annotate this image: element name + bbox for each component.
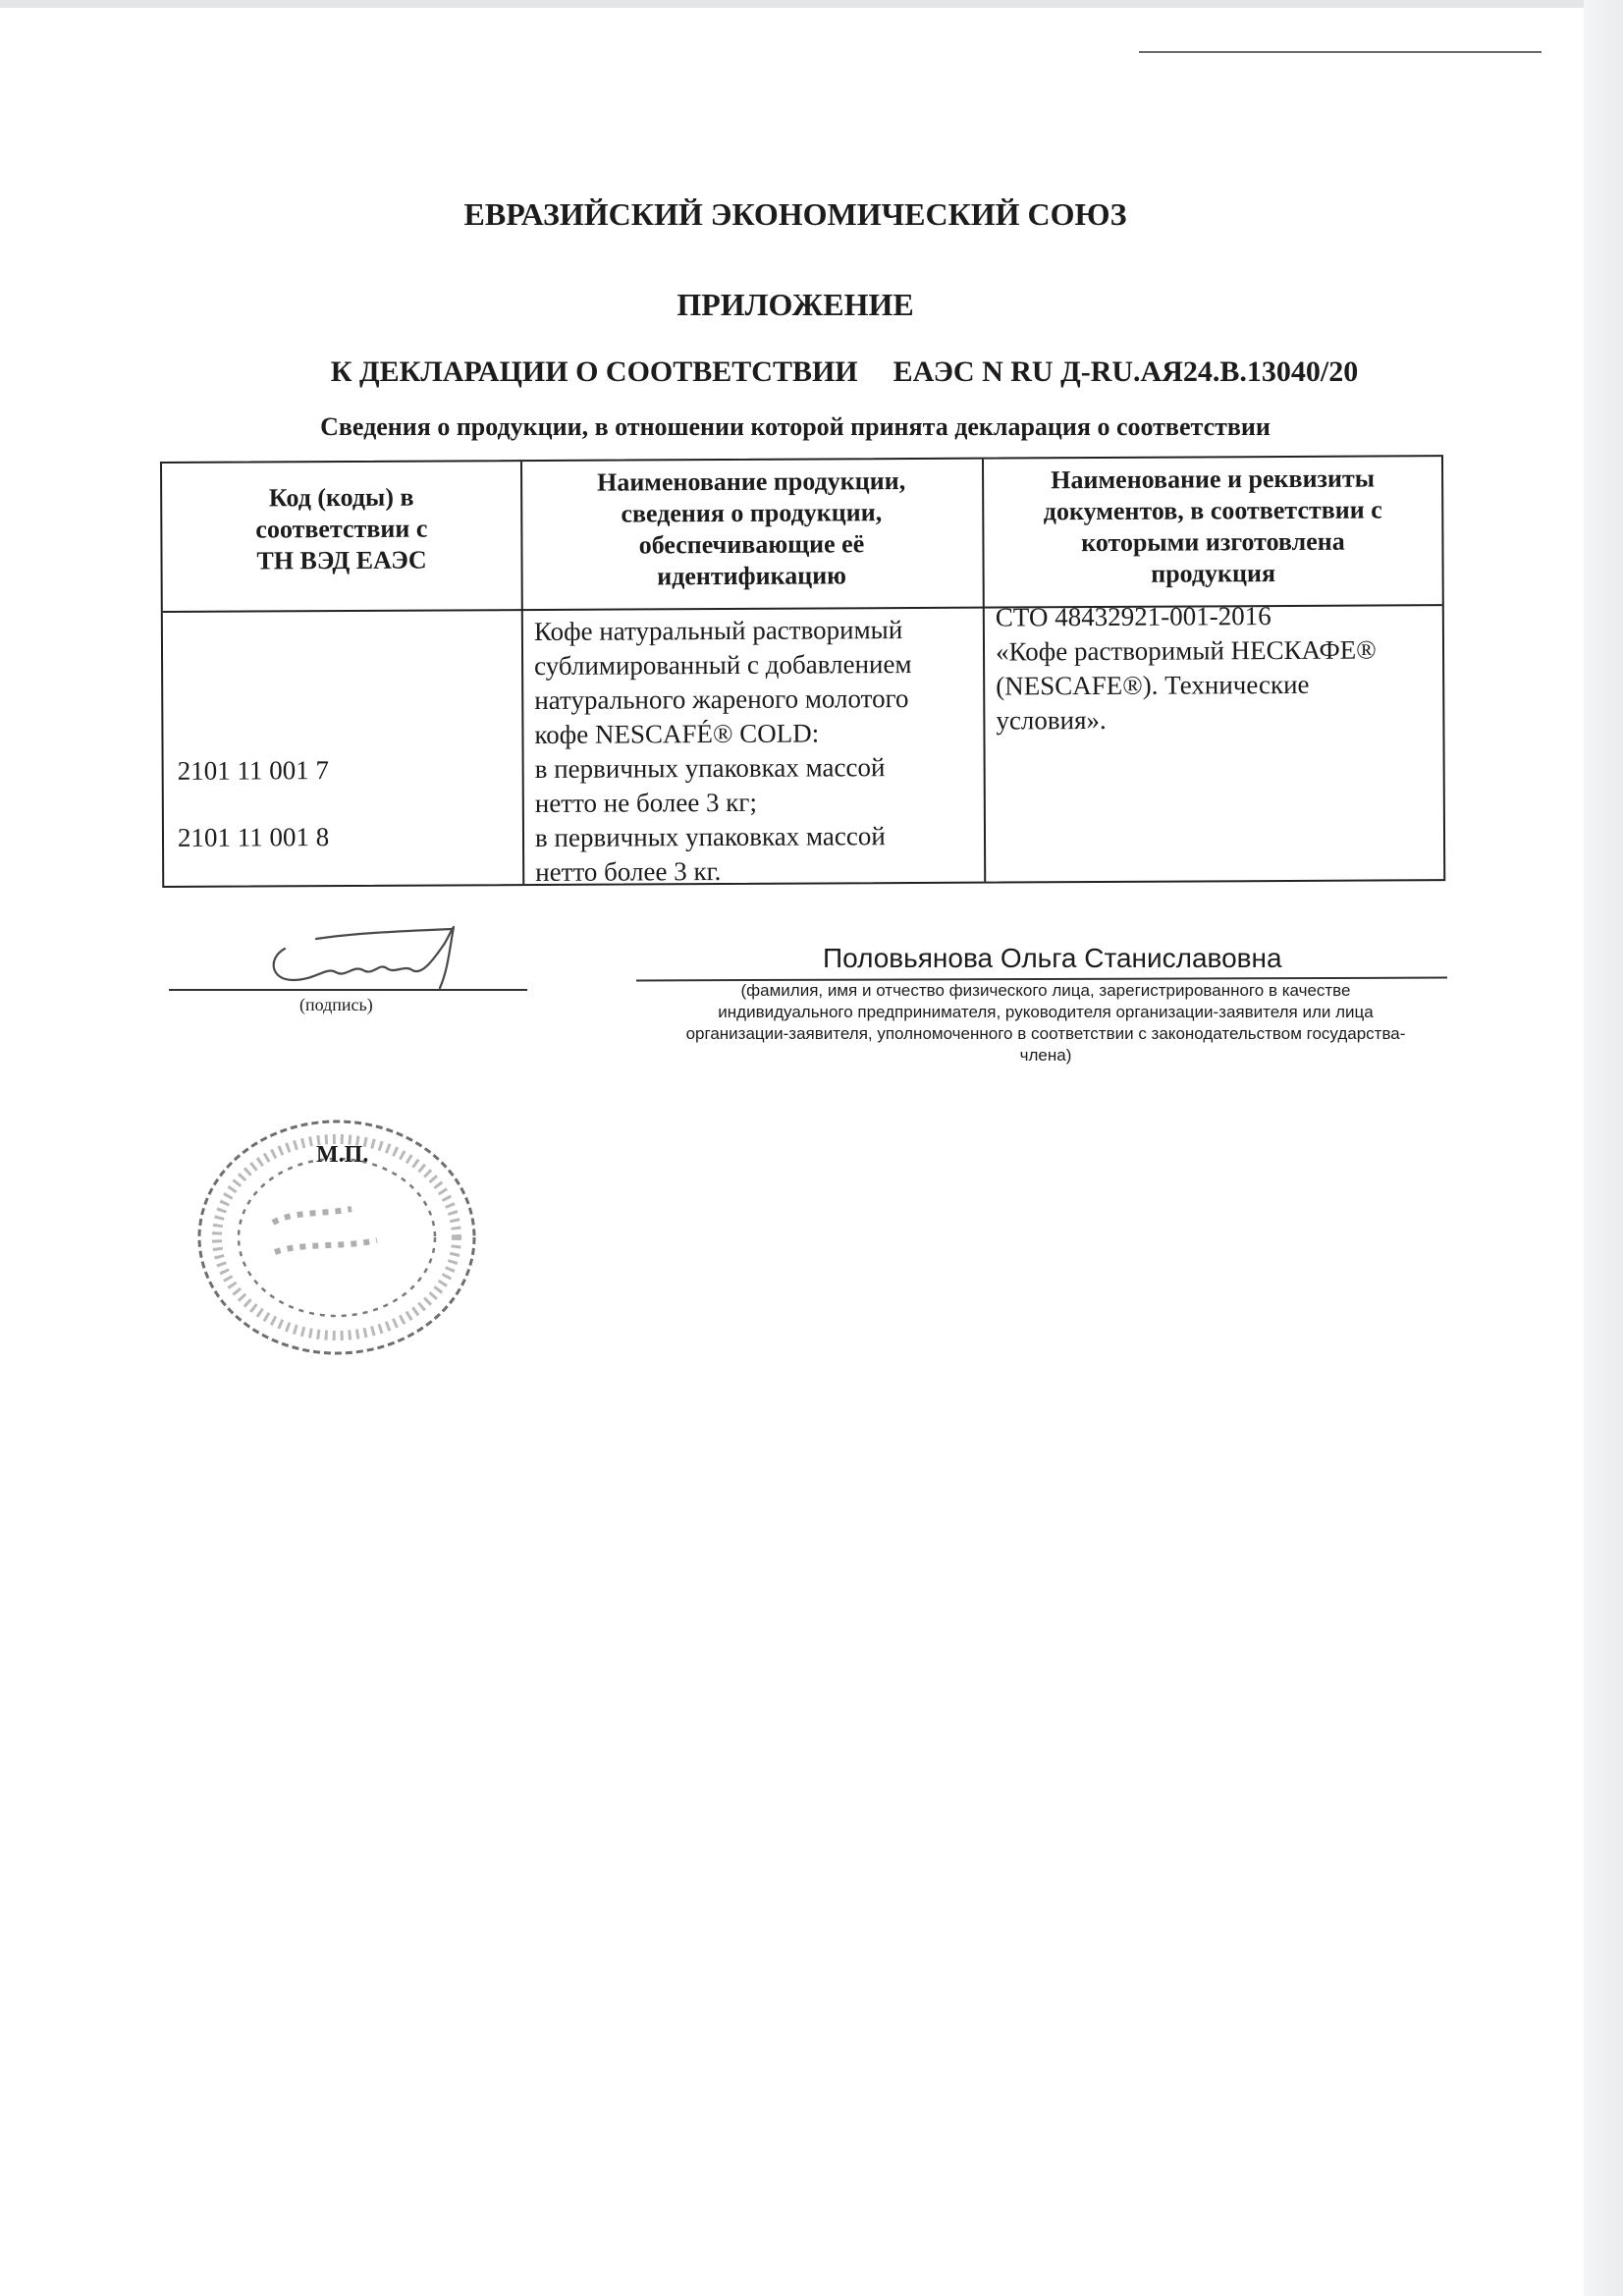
signatory-note: [648, 980, 1443, 1066]
document-line: (NESCAFE®). Технические: [996, 669, 1310, 701]
table-divider: [982, 460, 986, 882]
scan-edge-top: [0, 0, 1623, 8]
stamp-mark: М.П.: [316, 1142, 369, 1168]
declaration-prefix: К ДЕКЛАРАЦИИ О СООТВЕТСТВИИ: [330, 355, 858, 388]
signature-line: [169, 989, 527, 991]
scan-edge-right: [1584, 0, 1623, 2296]
product-line: Кофе натуральный растворимый: [533, 615, 903, 647]
declaration-title: [314, 355, 1375, 389]
header-documents-line: продукция: [1151, 559, 1276, 588]
signatory-name: Половьянова Ольга Станиславовна: [823, 943, 1282, 973]
top-rule: [1139, 51, 1542, 53]
document-reference: [996, 598, 1438, 738]
union-title: ЕВРАЗИЙСКИЙ ЭКОНОМИЧЕСКИЙ СОЮЗ: [463, 196, 1127, 232]
header-code: [172, 481, 511, 577]
header-documents-line: Наименование и реквизиты: [1051, 464, 1376, 495]
appendix-title: ПРИЛОЖЕНИЕ: [676, 287, 914, 322]
header-product-line: Наименование продукции,: [596, 466, 906, 497]
document-line: условия».: [996, 704, 1107, 736]
header-product-line: обеспечивающие её: [638, 529, 865, 560]
product-line: в первичных упаковках массой: [534, 821, 886, 853]
product-line: сублимированный с добавлением: [534, 648, 912, 682]
product-line: кофе NESCAFÉ® COLD:: [534, 718, 820, 750]
product-line: нетто более 3 кг.: [535, 856, 722, 888]
header-product: [530, 465, 973, 593]
product-line: нетто не более 3 кг;: [534, 787, 758, 819]
product-table: [160, 455, 1445, 888]
header-product-line: идентификацию: [657, 561, 847, 591]
handwritten-signature: [257, 919, 493, 998]
signatory-note-line: организации-заявителя, уполномоченного в соответствии с законодательством государства-: [685, 1024, 1406, 1043]
document-line: СТО 48432921-001-2016: [995, 601, 1271, 632]
signatory-note-line: индивидуального предпринимателя, руководителя организации-заявителя или лица: [718, 1003, 1374, 1021]
info-heading: Сведения о продукции, в отношении которой принята декларация о соответствии: [320, 412, 1271, 441]
header-code-line: ТН ВЭД ЕАЭС: [256, 545, 427, 575]
declaration-number: ЕАЭС N RU Д-RU.АЯ24.В.13040/20: [893, 355, 1359, 388]
product-description: [534, 613, 977, 890]
header-code-line: соответствии с: [255, 514, 428, 544]
document-line: «Кофе растворимый НЕСКАФЕ®: [995, 634, 1377, 667]
header-documents-line: которыми изготовлена: [1081, 526, 1345, 558]
code-cell: 2101 11 001 8: [177, 822, 330, 852]
signatory-note-line: члена): [1019, 1046, 1072, 1065]
code-cell: 2101 11 001 7: [177, 755, 329, 786]
header-documents: [992, 463, 1434, 590]
header-code-line: Код (коды) в: [268, 482, 414, 513]
header-documents-line: документов, в соответствии с: [1043, 495, 1382, 526]
table-divider: [520, 462, 524, 884]
header-product-line: сведения о продукции,: [621, 498, 883, 528]
signatory-note-line: (фамилия, имя и отчество физического лица, зарегистрированного в качестве: [740, 981, 1351, 1000]
product-line: в первичных упаковках массой: [534, 752, 886, 785]
product-line: натурального жареного молотого: [534, 683, 909, 716]
signature-label: (подпись): [299, 995, 373, 1014]
